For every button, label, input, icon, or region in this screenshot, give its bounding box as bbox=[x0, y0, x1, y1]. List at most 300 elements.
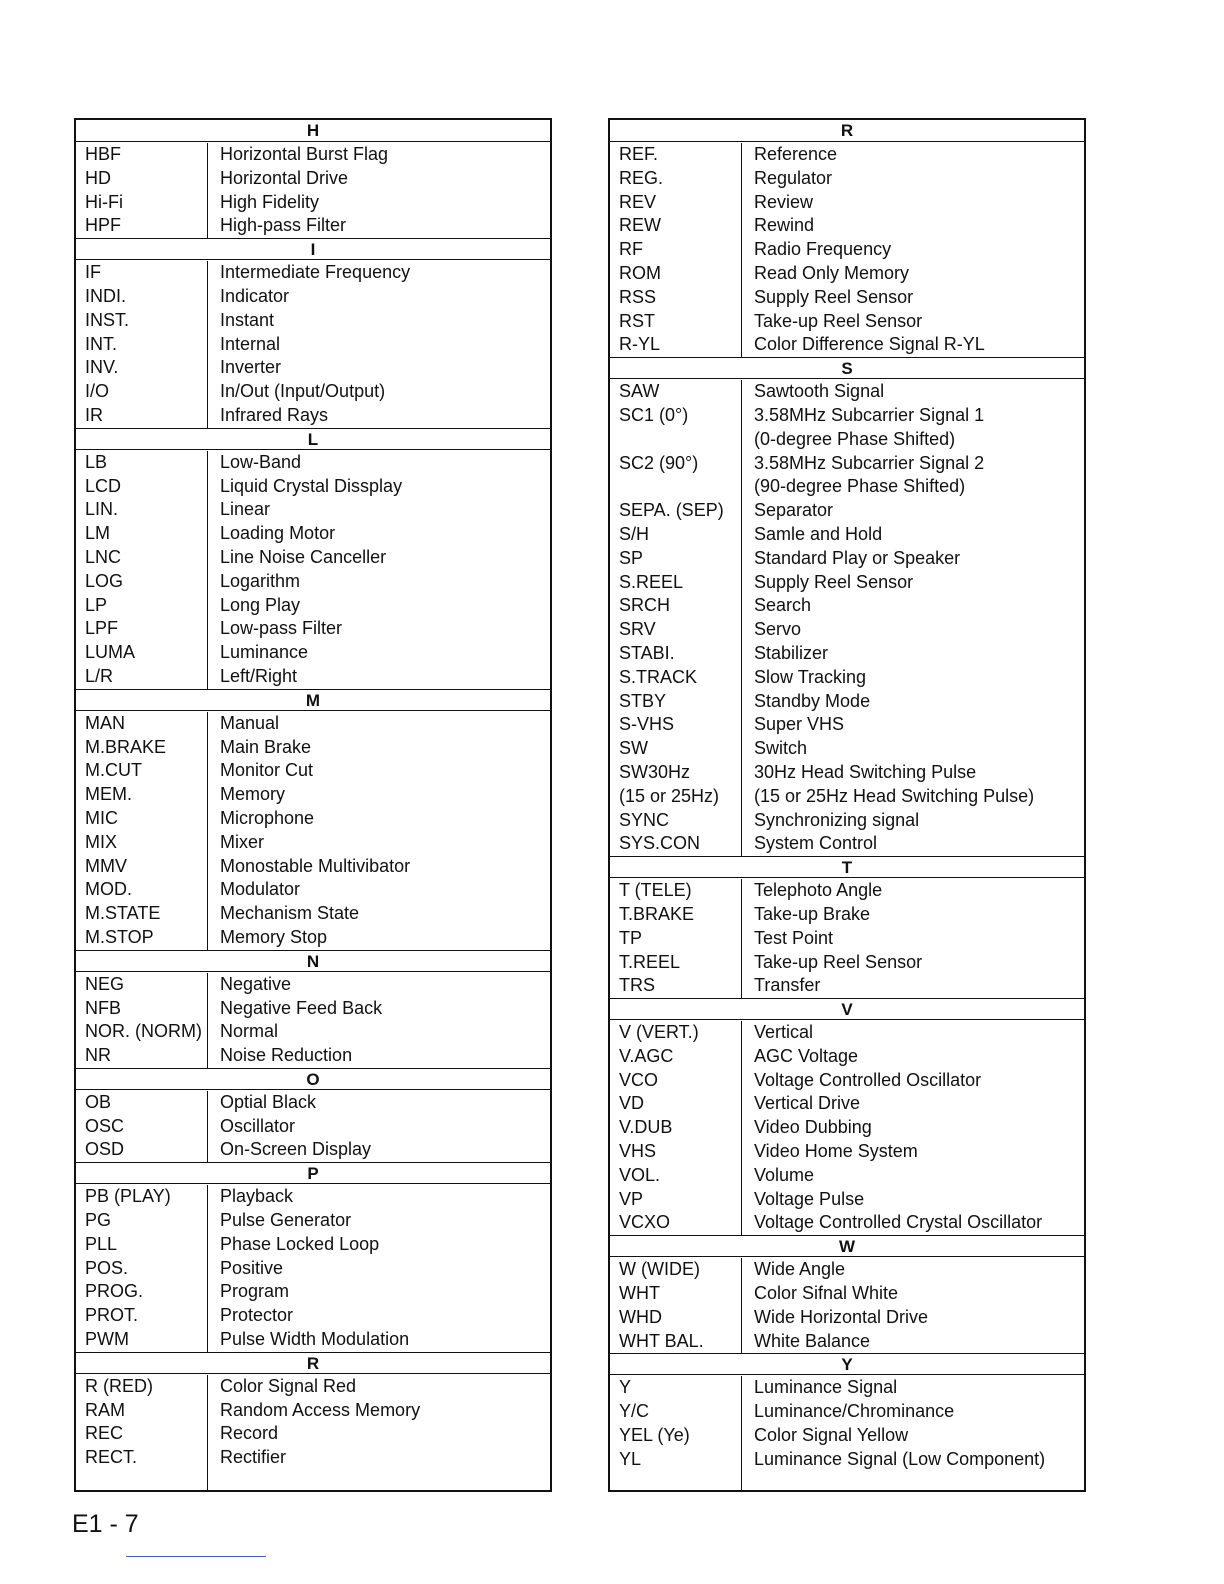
table-row bbox=[76, 736, 550, 760]
definition: (15 or 25Hz Head Switching Pulse) bbox=[754, 785, 1035, 806]
table-row bbox=[610, 1188, 1084, 1212]
definition: Normal bbox=[220, 1021, 279, 1042]
table-row bbox=[610, 238, 1084, 262]
abbreviation: REF. bbox=[610, 143, 742, 167]
footer-rule bbox=[126, 1556, 266, 1557]
abbreviation: L/R bbox=[76, 665, 208, 689]
table-row bbox=[610, 618, 1084, 642]
table-row bbox=[610, 1400, 1084, 1424]
definition: (90-degree Phase Shifted) bbox=[754, 476, 966, 497]
section-header: V bbox=[610, 998, 1084, 1020]
abbreviation: PROT. bbox=[76, 1304, 208, 1328]
table-row bbox=[610, 380, 1084, 404]
abbreviation: INV. bbox=[76, 356, 208, 380]
abbreviation: SP bbox=[610, 547, 742, 571]
table-row bbox=[610, 809, 1084, 833]
definition: Stabilizer bbox=[754, 642, 829, 663]
abbreviation: LUMA bbox=[76, 641, 208, 665]
table-row bbox=[76, 1044, 550, 1068]
section-body bbox=[76, 711, 550, 950]
table-row bbox=[76, 1446, 550, 1470]
abbreviation: VCXO bbox=[610, 1211, 742, 1235]
table-row bbox=[610, 879, 1084, 903]
abbreviation: WHD bbox=[610, 1306, 742, 1330]
definition: Samle and Hold bbox=[754, 523, 883, 544]
definition: Horizontal Drive bbox=[220, 167, 349, 188]
abbreviation: INST. bbox=[76, 309, 208, 333]
abbreviation: HPF bbox=[76, 214, 208, 238]
definition: Monostable Multivibator bbox=[220, 855, 411, 876]
abbreviation: Hi-Fi bbox=[76, 191, 208, 215]
table-row bbox=[76, 783, 550, 807]
definition: Indicator bbox=[220, 285, 290, 306]
definition: Mechanism State bbox=[220, 903, 360, 924]
table-row bbox=[76, 285, 550, 309]
abbreviation: VHS bbox=[610, 1140, 742, 1164]
definition: Record bbox=[220, 1423, 279, 1444]
definition: Instant bbox=[220, 309, 275, 330]
table-row bbox=[76, 1422, 550, 1446]
definition: Luminance/Chrominance bbox=[754, 1401, 955, 1422]
abbreviation: PB (PLAY) bbox=[76, 1185, 208, 1209]
abbreviation: WHT bbox=[610, 1282, 742, 1306]
definition: Program bbox=[220, 1281, 290, 1302]
table-row bbox=[76, 380, 550, 404]
abbreviation: YEL (Ye) bbox=[610, 1424, 742, 1448]
section-header: P bbox=[76, 1162, 550, 1184]
definition: 30Hz Head Switching Pulse bbox=[754, 761, 977, 782]
abbreviation: V.DUB bbox=[610, 1116, 742, 1140]
definition: 3.58MHz Subcarrier Signal 2 bbox=[754, 452, 985, 473]
abbreviation: W (WIDE) bbox=[610, 1258, 742, 1282]
section-body bbox=[610, 878, 1084, 998]
abbreviation: VCO bbox=[610, 1069, 742, 1093]
abbreviation: SW30Hz bbox=[610, 761, 742, 785]
definition: Wide Angle bbox=[754, 1259, 846, 1280]
abbreviation: PROG. bbox=[76, 1280, 208, 1304]
abbreviation: T.BRAKE bbox=[610, 903, 742, 927]
column-divider-filler bbox=[76, 1470, 208, 1490]
definition: In/Out (Input/Output) bbox=[220, 381, 386, 402]
abbreviation: MOD. bbox=[76, 878, 208, 902]
definition: Video Dubbing bbox=[754, 1117, 872, 1138]
definition: Inverter bbox=[220, 357, 282, 378]
definition: Separator bbox=[754, 500, 834, 521]
definition: Vertical bbox=[754, 1022, 814, 1043]
table-row bbox=[610, 571, 1084, 595]
table-row bbox=[610, 333, 1084, 357]
abbreviation: M.STOP bbox=[76, 926, 208, 950]
definition: 3.58MHz Subcarrier Signal 1 bbox=[754, 404, 985, 425]
table-row bbox=[610, 214, 1084, 238]
definition: (0-degree Phase Shifted) bbox=[754, 428, 956, 449]
table-row bbox=[76, 759, 550, 783]
table-row bbox=[76, 855, 550, 879]
abbreviation: LP bbox=[76, 594, 208, 618]
abbreviation: HBF bbox=[76, 143, 208, 167]
abbreviation: INT. bbox=[76, 333, 208, 357]
definition: Negative Feed Back bbox=[220, 997, 383, 1018]
definition: Manual bbox=[220, 712, 280, 733]
definition: Voltage Controlled Crystal Oscillator bbox=[754, 1212, 1043, 1233]
definition: Slow Tracking bbox=[754, 666, 867, 687]
abbreviation: V.AGC bbox=[610, 1045, 742, 1069]
table-row bbox=[76, 1399, 550, 1423]
section-header: T bbox=[610, 856, 1084, 878]
definition: Volume bbox=[754, 1164, 815, 1185]
table-row bbox=[610, 927, 1084, 951]
table-row bbox=[610, 475, 1084, 499]
table-row bbox=[76, 404, 550, 428]
table-row bbox=[76, 1020, 550, 1044]
table-row bbox=[610, 594, 1084, 618]
abbreviation-table-left bbox=[74, 118, 552, 1492]
definition: Playback bbox=[220, 1186, 294, 1207]
definition: High-pass Filter bbox=[220, 215, 347, 236]
abbreviation: REW bbox=[610, 214, 742, 238]
abbreviation: RST bbox=[610, 310, 742, 334]
definition: Read Only Memory bbox=[754, 262, 910, 283]
abbreviation: OSD bbox=[76, 1138, 208, 1162]
definition: Standby Mode bbox=[754, 690, 871, 711]
definition: System Control bbox=[754, 833, 878, 854]
section-body bbox=[76, 142, 550, 238]
page-number: E1 - 7 bbox=[72, 1510, 139, 1538]
table-row bbox=[76, 1280, 550, 1304]
abbreviation: NR bbox=[76, 1044, 208, 1068]
abbreviation: STABI. bbox=[610, 642, 742, 666]
table-row bbox=[610, 832, 1084, 856]
abbreviation: T (TELE) bbox=[610, 879, 742, 903]
table-row bbox=[610, 143, 1084, 167]
abbreviation: V (VERT.) bbox=[610, 1021, 742, 1045]
table-row bbox=[76, 973, 550, 997]
abbreviation: T.REEL bbox=[610, 951, 742, 975]
abbreviation: S.TRACK bbox=[610, 666, 742, 690]
table-row bbox=[610, 1045, 1084, 1069]
abbreviation: RECT. bbox=[76, 1446, 208, 1470]
abbreviation: LNC bbox=[76, 546, 208, 570]
abbreviation: SW bbox=[610, 737, 742, 761]
table-row bbox=[76, 594, 550, 618]
definition: Infrared Rays bbox=[220, 404, 329, 425]
definition: Intermediate Frequency bbox=[220, 262, 411, 283]
column-divider-filler bbox=[610, 1472, 742, 1490]
table-row bbox=[610, 1448, 1084, 1472]
section-body bbox=[610, 379, 1084, 856]
abbreviation: NEG bbox=[76, 973, 208, 997]
table-row bbox=[76, 498, 550, 522]
abbreviation: WHT BAL. bbox=[610, 1330, 742, 1354]
abbreviation: POS. bbox=[76, 1257, 208, 1281]
table-row bbox=[76, 926, 550, 950]
definition: Search bbox=[754, 595, 812, 616]
abbreviation: R-YL bbox=[610, 333, 742, 357]
definition: Microphone bbox=[220, 807, 315, 828]
definition: Oscillator bbox=[220, 1115, 296, 1136]
abbreviation: SAW bbox=[610, 380, 742, 404]
section-body bbox=[76, 260, 550, 428]
definition: Voltage Pulse bbox=[754, 1188, 865, 1209]
abbreviation: SYS.CON bbox=[610, 832, 742, 856]
section-header: O bbox=[76, 1068, 550, 1090]
table-row bbox=[76, 214, 550, 238]
table-row bbox=[76, 1328, 550, 1352]
definition: On-Screen Display bbox=[220, 1139, 372, 1160]
table-row bbox=[610, 310, 1084, 334]
table-row bbox=[610, 1258, 1084, 1282]
definition: Pulse Generator bbox=[220, 1210, 352, 1231]
table-row bbox=[76, 1091, 550, 1115]
abbreviation: TRS bbox=[610, 974, 742, 998]
table-row bbox=[610, 1211, 1084, 1235]
table-row bbox=[76, 451, 550, 475]
table-row bbox=[610, 761, 1084, 785]
table-row bbox=[610, 1330, 1084, 1354]
table-row bbox=[76, 807, 550, 831]
abbreviation: LIN. bbox=[76, 498, 208, 522]
abbreviation: RAM bbox=[76, 1399, 208, 1423]
section-body bbox=[76, 1090, 550, 1162]
table-row bbox=[76, 475, 550, 499]
table-row bbox=[76, 1375, 550, 1399]
definition: Pulse Width Modulation bbox=[220, 1329, 410, 1350]
abbreviation: SC2 (90°) bbox=[610, 452, 742, 476]
abbreviation: M.CUT bbox=[76, 759, 208, 783]
abbreviation: LPF bbox=[76, 617, 208, 641]
definition: Test Point bbox=[754, 927, 834, 948]
table-row bbox=[76, 1138, 550, 1162]
definition: Sawtooth Signal bbox=[754, 381, 885, 402]
abbreviation: OB bbox=[76, 1091, 208, 1115]
table-row bbox=[76, 712, 550, 736]
abbreviation: SRCH bbox=[610, 594, 742, 618]
definition: Main Brake bbox=[220, 736, 312, 757]
table-row bbox=[610, 523, 1084, 547]
definition: Video Home System bbox=[754, 1141, 918, 1162]
table-row bbox=[610, 1376, 1084, 1400]
table-row bbox=[610, 666, 1084, 690]
abbreviation: SYNC bbox=[610, 809, 742, 833]
table-row bbox=[610, 286, 1084, 310]
table-row bbox=[76, 831, 550, 855]
definition: Long Play bbox=[220, 594, 301, 615]
table-row bbox=[610, 191, 1084, 215]
section-header: W bbox=[610, 1235, 1084, 1257]
table-row bbox=[610, 713, 1084, 737]
definition: Liquid Crystal Dissplay bbox=[220, 475, 403, 496]
definition: Rewind bbox=[754, 215, 815, 236]
definition: Protector bbox=[220, 1305, 294, 1326]
abbreviation: IR bbox=[76, 404, 208, 428]
abbreviation: TP bbox=[610, 927, 742, 951]
abbreviation: RF bbox=[610, 238, 742, 262]
abbreviation: MAN bbox=[76, 712, 208, 736]
abbreviation: Y/C bbox=[610, 1400, 742, 1424]
section-header: N bbox=[76, 950, 550, 972]
table-row bbox=[610, 1424, 1084, 1448]
definition: Mixer bbox=[220, 831, 264, 852]
table-row bbox=[610, 1069, 1084, 1093]
table-row bbox=[76, 333, 550, 357]
table-row bbox=[76, 522, 550, 546]
section-body bbox=[76, 450, 550, 689]
abbreviation bbox=[610, 428, 742, 452]
section-header: S bbox=[610, 357, 1084, 379]
table-row bbox=[610, 642, 1084, 666]
definition: Wide Horizontal Drive bbox=[754, 1306, 929, 1327]
section-body bbox=[610, 1257, 1084, 1353]
abbreviation: R (RED) bbox=[76, 1375, 208, 1399]
section-header: H bbox=[76, 120, 550, 142]
table-row bbox=[610, 951, 1084, 975]
definition: Left/Right bbox=[220, 665, 298, 686]
definition: Luminance Signal (Low Component) bbox=[754, 1448, 1046, 1469]
definition: Take-up Reel Sensor bbox=[754, 951, 923, 972]
abbreviation: LOG bbox=[76, 570, 208, 594]
definition: Supply Reel Sensor bbox=[754, 286, 914, 307]
definition: Low-Band bbox=[220, 451, 302, 472]
section-body bbox=[76, 1184, 550, 1352]
definition: Voltage Controlled Oscillator bbox=[754, 1069, 982, 1090]
abbreviation: LM bbox=[76, 522, 208, 546]
abbreviation: I/O bbox=[76, 380, 208, 404]
table-row bbox=[610, 499, 1084, 523]
section-header: R bbox=[610, 120, 1084, 142]
abbreviation: VOL. bbox=[610, 1164, 742, 1188]
definition: Color Sifnal White bbox=[754, 1283, 899, 1304]
table-row bbox=[610, 167, 1084, 191]
abbreviation: LCD bbox=[76, 475, 208, 499]
abbreviation: NOR. (NORM) bbox=[76, 1020, 208, 1044]
abbreviation: REG. bbox=[610, 167, 742, 191]
table-row bbox=[76, 1304, 550, 1328]
section-header: L bbox=[76, 428, 550, 450]
definition: Regulator bbox=[754, 167, 833, 188]
table-row bbox=[76, 665, 550, 689]
abbreviation: STBY bbox=[610, 690, 742, 714]
definition: Color Signal Yellow bbox=[754, 1425, 909, 1446]
definition: Radio Frequency bbox=[754, 239, 892, 260]
definition: Super VHS bbox=[754, 714, 845, 735]
abbreviation: MIX bbox=[76, 831, 208, 855]
table-row bbox=[76, 143, 550, 167]
definition: Switch bbox=[754, 738, 808, 759]
definition: Vertical Drive bbox=[754, 1093, 861, 1114]
section-body bbox=[76, 1374, 550, 1470]
abbreviation: IF bbox=[76, 261, 208, 285]
definition: Telephoto Angle bbox=[754, 880, 883, 901]
definition: High Fidelity bbox=[220, 191, 320, 212]
abbreviation: SEPA. (SEP) bbox=[610, 499, 742, 523]
definition: Servo bbox=[754, 619, 802, 640]
abbreviation: REC bbox=[76, 1422, 208, 1446]
definition: Linear bbox=[220, 499, 271, 520]
abbreviation: M.STATE bbox=[76, 902, 208, 926]
definition: Internal bbox=[220, 333, 281, 354]
abbreviation: HD bbox=[76, 167, 208, 191]
definition: Transfer bbox=[754, 975, 821, 996]
abbreviation: MIC bbox=[76, 807, 208, 831]
abbreviation: REV bbox=[610, 191, 742, 215]
table-row bbox=[76, 1209, 550, 1233]
abbreviation: RSS bbox=[610, 286, 742, 310]
definition: Take-up Reel Sensor bbox=[754, 310, 923, 331]
definition: Color Difference Signal R-YL bbox=[754, 334, 985, 355]
section-header: I bbox=[76, 238, 550, 260]
table-row bbox=[76, 1185, 550, 1209]
abbreviation: SRV bbox=[610, 618, 742, 642]
table-row bbox=[76, 356, 550, 380]
section-body bbox=[610, 1375, 1084, 1471]
abbreviation: PLL bbox=[76, 1233, 208, 1257]
table-row bbox=[610, 903, 1084, 927]
definition: Review bbox=[754, 191, 814, 212]
table-row bbox=[76, 878, 550, 902]
section-body bbox=[610, 142, 1084, 357]
definition: Standard Play or Speaker bbox=[754, 547, 961, 568]
table-row bbox=[610, 974, 1084, 998]
table-row bbox=[76, 902, 550, 926]
section-header: Y bbox=[610, 1353, 1084, 1375]
table-row bbox=[610, 785, 1084, 809]
section-header: M bbox=[76, 689, 550, 711]
definition: Luminance bbox=[220, 642, 309, 663]
table-row bbox=[76, 997, 550, 1021]
table-row bbox=[76, 570, 550, 594]
definition: Modulator bbox=[220, 879, 301, 900]
definition: Memory bbox=[220, 784, 286, 805]
definition: Positive bbox=[220, 1257, 284, 1278]
definition: AGC Voltage bbox=[754, 1045, 859, 1066]
abbreviation: NFB bbox=[76, 997, 208, 1021]
abbreviation bbox=[610, 475, 742, 499]
abbreviation: SC1 (0°) bbox=[610, 404, 742, 428]
definition: Horizontal Burst Flag bbox=[220, 144, 389, 164]
abbreviation: S/H bbox=[610, 523, 742, 547]
definition: Supply Reel Sensor bbox=[754, 571, 914, 592]
table-row bbox=[610, 1140, 1084, 1164]
definition: Rectifier bbox=[220, 1447, 287, 1468]
definition: Monitor Cut bbox=[220, 760, 314, 781]
table-row bbox=[76, 309, 550, 333]
abbreviation: VD bbox=[610, 1092, 742, 1116]
definition: White Balance bbox=[754, 1330, 871, 1351]
abbreviation: YL bbox=[610, 1448, 742, 1472]
abbreviation-table-right bbox=[608, 118, 1086, 1492]
table-row bbox=[76, 191, 550, 215]
definition: Phase Locked Loop bbox=[220, 1233, 380, 1254]
abbreviation: (15 or 25Hz) bbox=[610, 785, 742, 809]
definition: Random Access Memory bbox=[220, 1399, 421, 1420]
abbreviation: MMV bbox=[76, 855, 208, 879]
abbreviation: M.BRAKE bbox=[76, 736, 208, 760]
table-row bbox=[76, 617, 550, 641]
table-row bbox=[610, 404, 1084, 428]
table-row bbox=[610, 262, 1084, 286]
definition: Luminance Signal bbox=[754, 1377, 898, 1398]
table-row bbox=[610, 737, 1084, 761]
definition: Synchronizing signal bbox=[754, 809, 920, 830]
abbreviation: S-VHS bbox=[610, 713, 742, 737]
table-row bbox=[76, 167, 550, 191]
table-row bbox=[610, 547, 1084, 571]
abbreviation: OSC bbox=[76, 1115, 208, 1139]
abbreviation: Y bbox=[610, 1376, 742, 1400]
definition: Noise Reduction bbox=[220, 1045, 353, 1066]
definition: Reference bbox=[754, 144, 838, 164]
abbreviation: PG bbox=[76, 1209, 208, 1233]
